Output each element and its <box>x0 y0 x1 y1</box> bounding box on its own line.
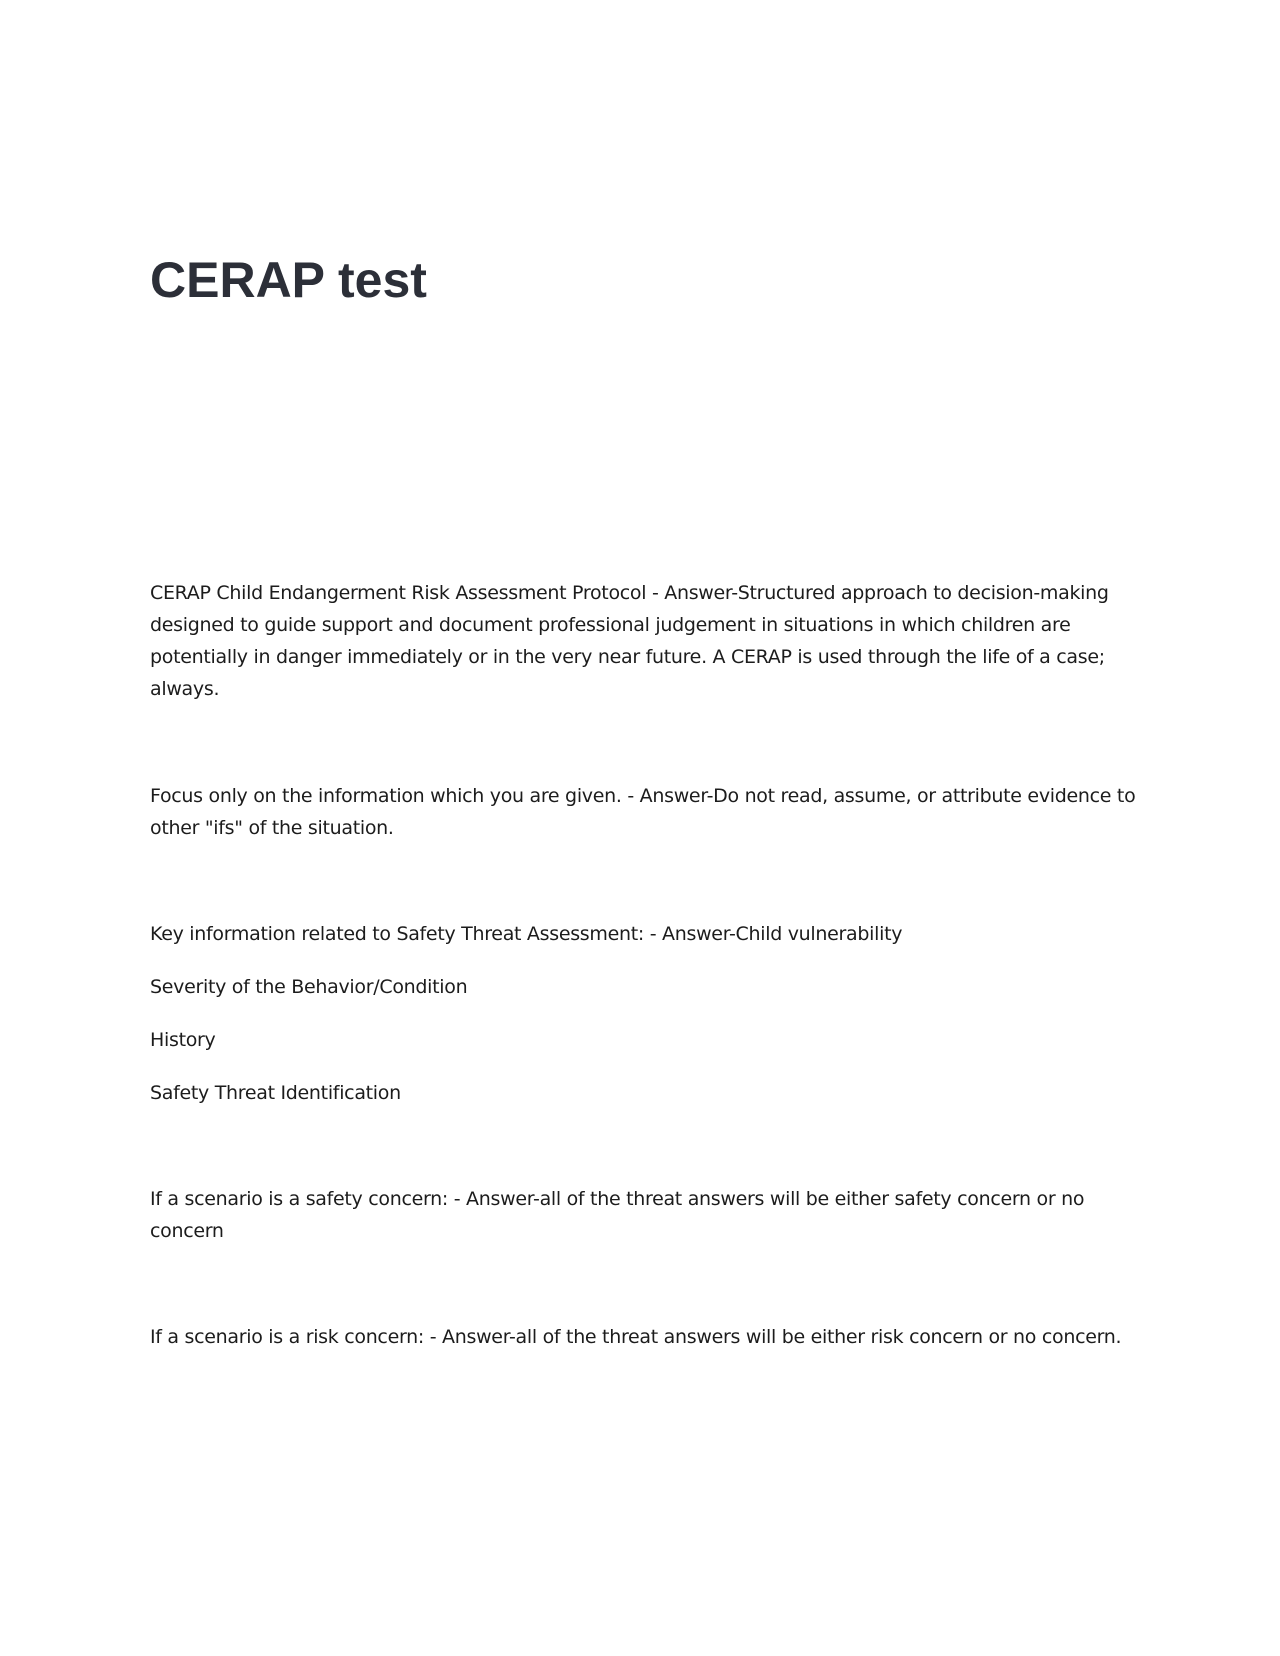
qa-paragraph: Focus only on the information which you are given. - Answer-Do not read, assume, or attribute evidence to other "ifs" of the situation. <box>150 785 1136 839</box>
answer-line: Safety Threat Identification <box>150 1082 401 1104</box>
qa-paragraph: If a scenario is a safety concern: - Answer-all of the threat answers will be either safety concern or no concern <box>150 1188 1085 1242</box>
document-title: CERAP test <box>150 252 427 308</box>
qa-paragraph: If a scenario is a risk concern: - Answer-all of the threat answers will be either risk concern or no concern. <box>150 1326 1122 1348</box>
qa-paragraph: Key information related to Safety Threat Assessment: - Answer-Child vulnerability <box>150 923 903 945</box>
qa-paragraph: CERAP Child Endangerment Risk Assessment Protocol - Answer-Structured approach to decision-making designed to guide support and document professional judgement in situations in which children are potentially in danger immediately or in the very near future. A CERAP is used through the life of a case; always. <box>150 582 1109 700</box>
answer-line: Severity of the Behavior/Condition <box>150 976 468 998</box>
answer-line: History <box>150 1029 216 1051</box>
